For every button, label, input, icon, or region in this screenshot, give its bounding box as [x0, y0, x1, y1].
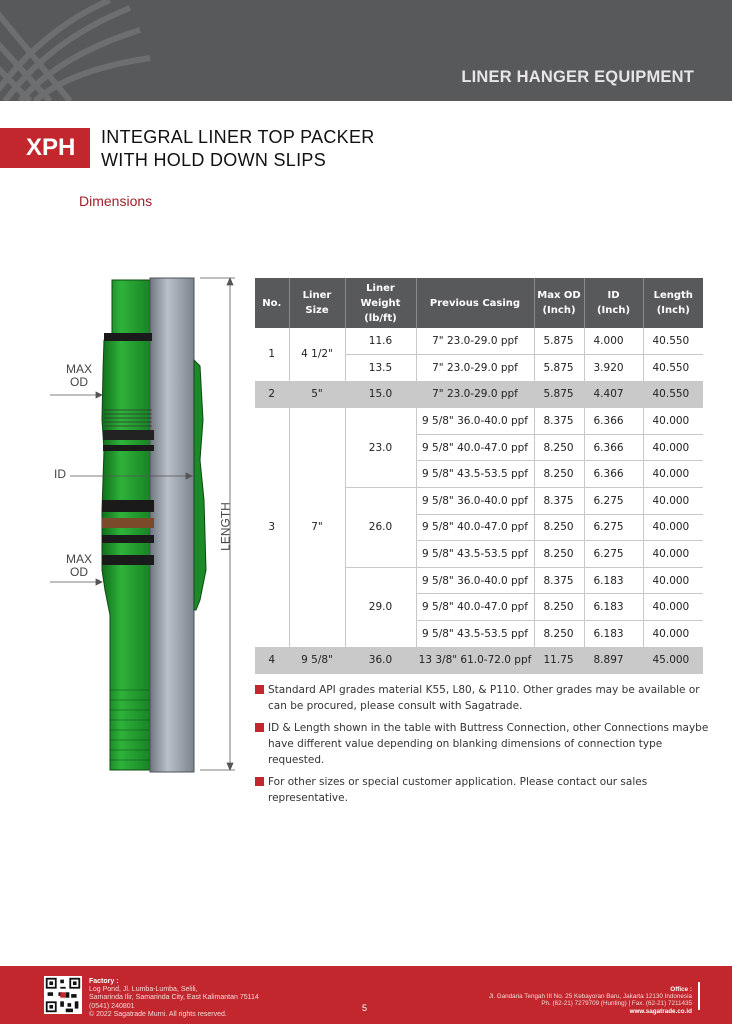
- cell-id: 4.000: [584, 328, 643, 355]
- header-band: [0, 0, 732, 101]
- cell-length: 40.000: [643, 567, 703, 594]
- note-bullet: [255, 723, 264, 732]
- cell-max-od: 8.250: [534, 621, 584, 648]
- company-logo-watermark: [0, 0, 160, 101]
- cell-id: 6.275: [584, 488, 643, 515]
- cell-length: 40.550: [643, 381, 703, 408]
- cell-length: 40.000: [643, 408, 703, 435]
- cell-max-od: 5.875: [534, 381, 584, 408]
- cell-max-od: 5.875: [534, 328, 584, 355]
- cell-no: 4: [255, 647, 289, 674]
- table-row: [255, 381, 703, 408]
- header-previous-casing: Previous Casing: [416, 278, 534, 328]
- header-liner-weight: Liner Weight (lb/ft): [345, 278, 416, 328]
- cell-length: 40.000: [643, 461, 703, 488]
- cell-liner-size: 9 5/8": [289, 647, 345, 674]
- cell-previous-casing: 9 5/8" 43.5-53.5 ppf: [416, 541, 534, 568]
- dimensions-table: [255, 278, 703, 674]
- cell-id: 8.897: [584, 647, 643, 674]
- length-label: LENGTH: [218, 502, 233, 551]
- cell-length: 45.000: [643, 647, 703, 674]
- header-no: No.: [255, 278, 289, 328]
- max-od-bottom-label: MAX OD: [65, 552, 92, 579]
- cell-no: 1: [255, 328, 289, 381]
- cell-max-od: 8.250: [534, 434, 584, 461]
- cell-max-od: 8.250: [534, 594, 584, 621]
- cell-id: 6.183: [584, 567, 643, 594]
- cell-liner-weight: 26.0: [345, 488, 416, 568]
- website-link[interactable]: www.sagatrade.co.id: [629, 1007, 692, 1015]
- header-liner-size: Liner Size: [289, 278, 345, 328]
- cell-previous-casing: 9 5/8" 43.5-53.5 ppf: [416, 461, 534, 488]
- page-number: 5: [362, 1003, 368, 1013]
- cell-previous-casing: 9 5/8" 43.5-53.5 ppf: [416, 621, 534, 648]
- header-max-od: Max OD (Inch): [534, 278, 584, 328]
- table-row: [255, 328, 703, 355]
- product-title-line-2: WITH HOLD DOWN SLIPS: [101, 150, 327, 170]
- cell-liner-weight: 29.0: [345, 567, 416, 647]
- cell-length: 40.000: [643, 434, 703, 461]
- cell-previous-casing: 7" 23.0-29.0 ppf: [416, 328, 534, 355]
- factory-address: Factory : Log Pond, Jl. Lumba-Lumba, Selili, Samarinda Ilir, Samarinda City, East Kalimantan 75114 (0541) 240801 © 2022 Sagatrade Murni. All rights reserved.: [89, 978, 259, 1018]
- header-length: Length (Inch): [643, 278, 703, 328]
- cell-previous-casing: 9 5/8" 36.0-40.0 ppf: [416, 567, 534, 594]
- cell-length: 40.000: [643, 594, 703, 621]
- cell-previous-casing: 13 3/8" 61.0-72.0 ppf: [416, 647, 534, 674]
- cell-length: 40.000: [643, 621, 703, 648]
- footer: [0, 966, 732, 1024]
- note-item: Standard API grades material K55, L80, & P110. Other grades may be available or can be procured, please consult with Sagatrade.: [255, 682, 710, 714]
- product-title-line-1: INTEGRAL LINER TOP PACKER: [101, 127, 375, 147]
- table-body: [255, 328, 703, 674]
- cell-liner-weight: 23.0: [345, 408, 416, 488]
- cell-previous-casing: 9 5/8" 40.0-47.0 ppf: [416, 434, 534, 461]
- cell-length: 40.000: [643, 541, 703, 568]
- note-item: For other sizes or special customer application. Please contact our sales representative.: [255, 774, 710, 806]
- max-od-top-label: MAX OD: [65, 362, 92, 389]
- cell-max-od: 11.75: [534, 647, 584, 674]
- product-code-badge: XPH: [0, 128, 90, 168]
- header-id: ID (Inch): [584, 278, 643, 328]
- cell-id: 6.275: [584, 514, 643, 541]
- cell-length: 40.000: [643, 488, 703, 515]
- cell-previous-casing: 7" 23.0-29.0 ppf: [416, 355, 534, 382]
- cell-no: 3: [255, 408, 289, 647]
- cell-id: 3.920: [584, 355, 643, 382]
- note-bullet: [255, 685, 264, 694]
- cell-id: 6.366: [584, 461, 643, 488]
- cell-liner-weight: 36.0: [345, 647, 416, 674]
- cell-length: 40.550: [643, 328, 703, 355]
- cell-length: 40.000: [643, 514, 703, 541]
- footer-divider: [698, 982, 700, 1010]
- table-header-row: [255, 278, 703, 328]
- cell-id: 6.275: [584, 541, 643, 568]
- cell-id: 6.366: [584, 408, 643, 435]
- id-label: ID: [54, 467, 66, 481]
- cell-no: 2: [255, 381, 289, 408]
- cell-max-od: 8.375: [534, 567, 584, 594]
- cell-previous-casing: 7" 23.0-29.0 ppf: [416, 381, 534, 408]
- cell-liner-size: 4 1/2": [289, 328, 345, 381]
- note-bullet: [255, 777, 264, 786]
- office-address: Office : Jl. Gandaria Tengah III No. 25 Kebayoran Baru, Jakarta 12130 Indonesia Ph. (62-21) 7279709 (Hunting) | Fax. (62-21) 7211435 www.sagatrade.co.id: [488, 986, 692, 1015]
- cell-max-od: 8.250: [534, 541, 584, 568]
- cell-max-od: 8.375: [534, 408, 584, 435]
- cell-max-od: 8.375: [534, 488, 584, 515]
- table-row: [255, 408, 703, 435]
- cell-length: 40.550: [643, 355, 703, 382]
- cell-id: 6.183: [584, 621, 643, 648]
- mandrel: [150, 278, 194, 772]
- section-title: LINER HANGER EQUIPMENT: [461, 68, 694, 86]
- cell-max-od: 8.250: [534, 461, 584, 488]
- notes-list: [255, 682, 710, 812]
- cell-max-od: 8.250: [534, 514, 584, 541]
- cell-previous-casing: 9 5/8" 36.0-40.0 ppf: [416, 408, 534, 435]
- cell-liner-weight: 13.5: [345, 355, 416, 382]
- cell-previous-casing: 9 5/8" 40.0-47.0 ppf: [416, 514, 534, 541]
- product-title: [101, 126, 375, 172]
- cell-id: 6.183: [584, 594, 643, 621]
- cell-previous-casing: 9 5/8" 36.0-40.0 ppf: [416, 488, 534, 515]
- qr-code-icon: [44, 976, 82, 1014]
- cell-previous-casing: 9 5/8" 40.0-47.0 ppf: [416, 594, 534, 621]
- table-row: [255, 647, 703, 674]
- cell-id: 6.366: [584, 434, 643, 461]
- dimensions-heading: Dimensions: [79, 193, 153, 209]
- note-item: ID & Length shown in the table with Buttress Connection, other Connections maybe have different value depending on blanking dimensions of connection type requested.: [255, 720, 710, 768]
- cell-id: 4.407: [584, 381, 643, 408]
- cell-liner-weight: 15.0: [345, 381, 416, 408]
- cell-liner-size: 7": [289, 408, 345, 647]
- cell-max-od: 5.875: [534, 355, 584, 382]
- cell-liner-size: 5": [289, 381, 345, 408]
- cell-liner-weight: 11.6: [345, 328, 416, 355]
